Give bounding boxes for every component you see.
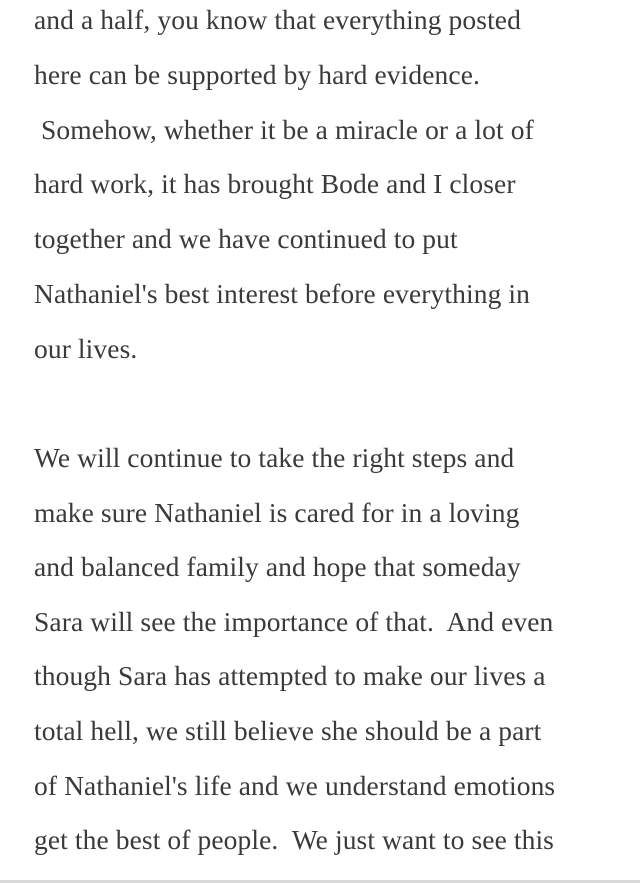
text-line: Nathaniel's best interest before everything in (34, 278, 530, 309)
text-line: make sure Nathaniel is cared for in a loving (34, 497, 520, 528)
text-line: total hell, we still believe she should be a part (34, 715, 542, 746)
text-line: together and we have continued to put (34, 223, 458, 254)
text-line: We will continue to take the right steps and (34, 442, 515, 473)
text-line: Somehow, whether it be a miracle or a lot of (34, 114, 534, 145)
text-line: though Sara has attempted to make our lives a (34, 660, 546, 691)
text-line: Sara will see the importance of that. And even (34, 606, 554, 637)
text-line: hard work, it has brought Bode and I closer (34, 168, 516, 199)
text-line: get the best of people. We just want to see this (34, 824, 554, 855)
text-line: and balanced family and hope that someday (34, 551, 521, 582)
text-line: and a half, you know that everything posted (34, 4, 521, 35)
text-line: of Nathaniel's life and we understand emotions (34, 770, 556, 801)
text-line: our lives. (34, 333, 138, 364)
text-line: here can be supported by hard evidence. (34, 59, 480, 90)
